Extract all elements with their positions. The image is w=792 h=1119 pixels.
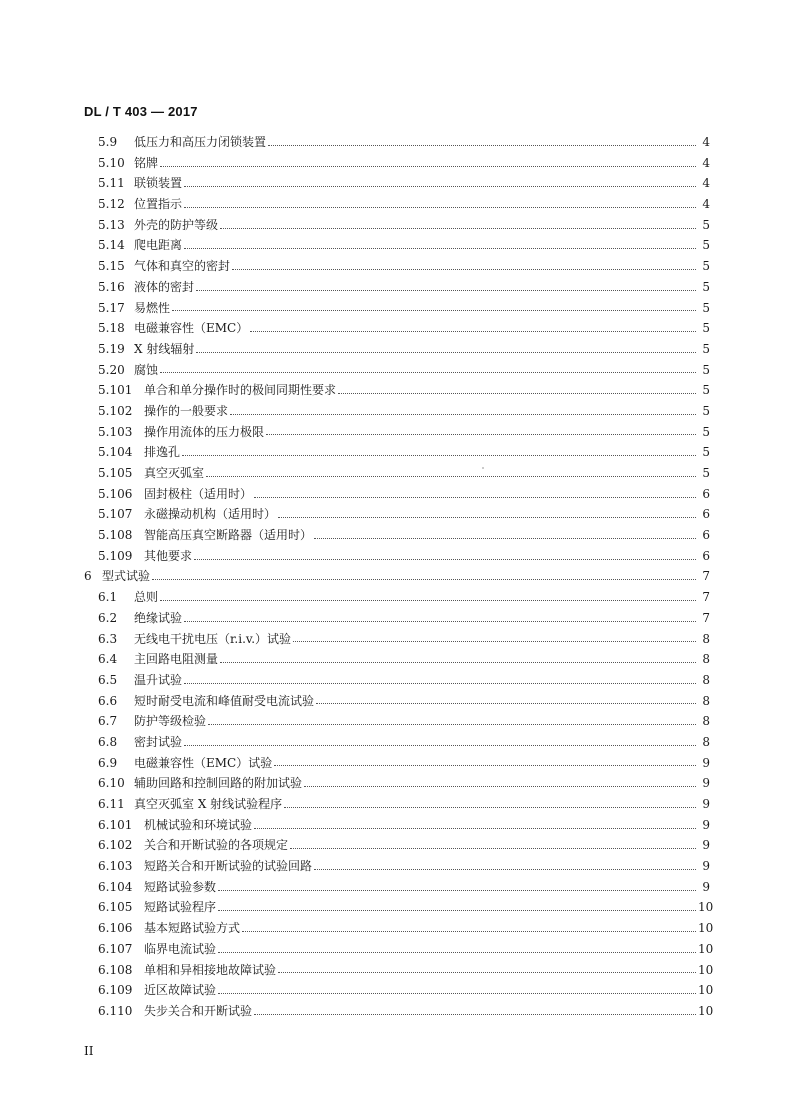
- toc-dot-leader: [230, 414, 696, 415]
- toc-entry-title: 主回路电阻测量: [134, 652, 219, 667]
- toc-entry-page: 5: [702, 238, 710, 253]
- toc-dot-leader: [278, 517, 696, 518]
- toc-entry-number: 5.104: [98, 445, 133, 460]
- toc-entry-title: 爬电距离: [134, 238, 183, 253]
- toc-dot-leader: [160, 372, 696, 373]
- toc-entry-title: 排逸孔: [144, 445, 181, 460]
- toc-entry-title: 关合和开断试验的各项规定: [144, 838, 289, 853]
- toc-entry-number: 5.103: [98, 424, 133, 439]
- toc-entry[interactable]: [84, 256, 710, 277]
- toc-entry-number: 6.102: [98, 838, 133, 853]
- toc-entry-page: 5: [702, 341, 710, 356]
- toc-entry-number: 6.106: [98, 921, 133, 936]
- toc-entry-title: 位置指示: [134, 197, 183, 212]
- toc-entry[interactable]: [84, 732, 710, 753]
- toc-entry[interactable]: [84, 153, 710, 174]
- toc-entry-title: 机械试验和环境试验: [144, 817, 253, 832]
- toc-entry-title: 单合和单分操作时的极间同期性要求: [144, 383, 337, 398]
- toc-entry[interactable]: [84, 277, 710, 298]
- toc-entry[interactable]: [84, 980, 714, 1001]
- toc-dot-leader: [304, 786, 696, 787]
- toc-entry-number: 5.102: [98, 403, 133, 418]
- toc-entry-page: 4: [702, 176, 710, 191]
- toc-entry-title: 绝缘试验: [134, 610, 183, 625]
- toc-dot-leader: [182, 455, 696, 456]
- toc-entry-number: 5.105: [98, 466, 133, 480]
- toc-entry-number: 5.106: [98, 486, 133, 501]
- toc-entry-page: 10: [698, 921, 714, 936]
- toc-entry[interactable]: [84, 318, 710, 339]
- toc-entry[interactable]: [84, 1001, 714, 1022]
- toc-dot-leader: [220, 662, 696, 663]
- toc-dot-leader: [293, 641, 696, 642]
- toc-dot-leader: [284, 807, 696, 808]
- toc-entry-title: 温升试验: [134, 672, 183, 687]
- toc-dot-leader: [268, 145, 696, 146]
- toc-entry-number: 6: [84, 569, 92, 584]
- toc-entry-number: 5.19: [98, 341, 125, 356]
- toc-entry-title: 无线电干扰电压（r.i.v.）试验: [134, 631, 292, 646]
- toc-entry-title: 临界电流试验: [144, 941, 217, 956]
- toc-entry-page: 5: [702, 279, 710, 294]
- toc-entry[interactable]: [84, 691, 710, 712]
- toc-entry-title: 总则: [134, 590, 159, 605]
- toc-entry-title: 防护等级检验: [134, 714, 207, 729]
- toc-entry-number: 5.9: [98, 135, 118, 149]
- toc-entry[interactable]: [84, 587, 710, 608]
- toc-entry-page: 7: [702, 610, 710, 625]
- toc-entry[interactable]: [84, 360, 710, 381]
- toc-entry-number: 6.107: [98, 941, 133, 956]
- toc-dot-leader: [314, 538, 696, 539]
- toc-entry[interactable]: [84, 566, 710, 587]
- toc-entry-number: 6.6: [98, 693, 118, 708]
- toc-entry[interactable]: [84, 463, 710, 484]
- toc-entry-page: 10: [698, 1003, 714, 1018]
- toc-entry[interactable]: [84, 773, 710, 794]
- toc-entry[interactable]: [84, 546, 710, 567]
- toc-entry-number: 5.18: [98, 321, 125, 336]
- toc-entry-page: 5: [702, 300, 710, 315]
- toc-dot-leader: [220, 228, 696, 229]
- toc-entry-number: 5.11: [98, 176, 125, 191]
- toc-entry-page: 6: [702, 486, 710, 501]
- toc-entry-title: 短路试验程序: [144, 900, 217, 915]
- toc-entry-number: 6.4: [98, 652, 118, 667]
- toc-entry-title: 短路关合和开断试验的试验回路: [144, 859, 313, 874]
- toc-dot-leader: [184, 683, 696, 684]
- toc-dot-leader: [172, 310, 696, 311]
- toc-entry-page: 6: [702, 548, 710, 563]
- toc-entry[interactable]: [84, 856, 710, 877]
- toc-entry-title: 联锁装置: [134, 176, 183, 191]
- toc-entry-number: 6.1: [98, 590, 118, 605]
- toc-entry-title: 辅助回路和控制回路的附加试验: [134, 776, 303, 791]
- toc-entry-page: 5: [702, 321, 710, 336]
- toc-entry-page: 4: [702, 155, 710, 170]
- toc-entry-title: 永磁操动机构（适用时）: [144, 507, 277, 522]
- toc-dot-leader: [314, 869, 696, 870]
- toc-entry[interactable]: [84, 525, 710, 546]
- toc-entry-page: 9: [702, 797, 710, 811]
- toc-dot-leader: [218, 910, 696, 911]
- toc-entry[interactable]: [84, 794, 710, 815]
- toc-dot-leader: [242, 931, 696, 932]
- toc-entry[interactable]: [84, 442, 710, 463]
- toc-entry-number: 5.16: [98, 279, 125, 294]
- toc-entry-title: 智能高压真空断路器（适用时）: [144, 528, 313, 543]
- toc-entry-title: 液体的密封: [134, 279, 195, 294]
- toc-entry-number: 6.2: [98, 610, 118, 625]
- toc-dot-leader: [194, 559, 696, 560]
- toc-entry-page: 8: [702, 734, 710, 749]
- toc-entry[interactable]: [84, 629, 710, 650]
- toc-entry-page: 4: [702, 197, 710, 212]
- toc-entry-page: 10: [698, 941, 714, 956]
- toc-entry[interactable]: [84, 960, 714, 981]
- toc-entry-page: 5: [702, 259, 710, 274]
- toc-entry[interactable]: [84, 422, 710, 443]
- toc-entry-number: 5.12: [98, 197, 125, 212]
- toc-entry-page: 4: [702, 135, 710, 149]
- toc-entry[interactable]: [84, 194, 710, 215]
- toc-entry-page: 9: [702, 859, 710, 874]
- toc-dot-leader: [208, 724, 696, 725]
- toc-entry-title: 近区故障试验: [144, 983, 217, 998]
- toc-entry-title: 失步关合和开断试验: [144, 1003, 253, 1018]
- toc-entry-number: 6.8: [98, 734, 118, 749]
- toc-entry-page: 8: [702, 693, 710, 708]
- toc-entry[interactable]: [84, 401, 710, 422]
- toc-entry-page: 5: [702, 403, 710, 418]
- toc-entry-number: 5.109: [98, 548, 133, 563]
- toc-dot-leader: [160, 600, 696, 601]
- toc-dot-leader: [206, 476, 696, 477]
- toc-entry-title: 单相和异相接地故障试验: [144, 962, 277, 977]
- toc-entry-title: 操作用流体的压力极限: [144, 424, 265, 439]
- toc-entry[interactable]: [84, 649, 710, 670]
- toc-dot-leader: [160, 166, 696, 167]
- toc-dot-leader: [184, 186, 696, 187]
- toc-entry-title: 密封试验: [134, 734, 183, 749]
- toc-entry-title: 其他要求: [144, 548, 193, 563]
- toc-entry[interactable]: [84, 877, 710, 898]
- page-number-roman: II: [84, 1044, 94, 1058]
- toc-entry-page: 5: [702, 424, 710, 439]
- toc-dot-leader: [266, 434, 696, 435]
- toc-entry-number: 6.9: [98, 755, 118, 770]
- toc-dot-leader: [274, 765, 696, 766]
- toc-entry-page: 10: [698, 900, 714, 915]
- toc-entry-title: 外壳的防护等级: [134, 217, 219, 232]
- toc-entry-page: 9: [702, 879, 710, 894]
- toc-entry[interactable]: [84, 339, 710, 360]
- toc-entry-number: 6.109: [98, 983, 133, 998]
- toc-entry-title: 易燃性: [134, 300, 171, 315]
- toc-entry[interactable]: [84, 504, 710, 525]
- toc-entry-number: 5.20: [98, 362, 125, 377]
- toc-dot-leader: [338, 393, 696, 394]
- toc-entry-number: 6.10: [98, 776, 125, 791]
- toc-entry-number: 5.17: [98, 300, 125, 315]
- toc-entry-number: 5.15: [98, 259, 125, 274]
- toc-entry-number: 5.101: [98, 383, 133, 398]
- toc-entry-title: 短路试验参数: [144, 879, 217, 894]
- toc-entry-number: 6.104: [98, 879, 133, 894]
- toc-entry-page: 5: [702, 445, 710, 460]
- toc-entry-page: 5: [702, 362, 710, 377]
- toc-entry-page: 8: [702, 672, 710, 687]
- toc-entry-number: 6.3: [98, 631, 118, 646]
- toc-entry-page: 8: [702, 631, 710, 646]
- toc-entry-title: 真空灭弧室 X 射线试验程序: [134, 797, 283, 811]
- toc-entry[interactable]: [84, 132, 710, 153]
- toc-entry[interactable]: [84, 918, 714, 939]
- toc-entry-title: 铭牌: [134, 155, 159, 170]
- toc-entry[interactable]: [84, 897, 714, 918]
- toc-entry-number: 6.105: [98, 900, 133, 915]
- toc-entry-page: 9: [702, 755, 710, 770]
- toc-entry[interactable]: [84, 215, 710, 236]
- toc-entry[interactable]: [84, 484, 710, 505]
- toc-dot-leader: [184, 745, 696, 746]
- toc-entry-number: 5.13: [98, 217, 125, 232]
- toc-entry-page: 10: [698, 962, 714, 977]
- toc-entry-page: 5: [702, 466, 710, 480]
- toc-entry-page: 7: [702, 590, 710, 605]
- toc-entry-page: 6: [702, 507, 710, 522]
- toc-entry-title: 短时耐受电流和峰值耐受电流试验: [134, 693, 315, 708]
- toc-dot-leader: [218, 952, 696, 953]
- toc-entry-number: 6.101: [98, 817, 133, 832]
- toc-dot-leader: [184, 207, 696, 208]
- toc-entry-number: 6.11: [98, 797, 125, 811]
- toc-dot-leader: [232, 269, 696, 270]
- toc-entry[interactable]: [84, 235, 710, 256]
- toc-entry-number: 5.10: [98, 155, 125, 170]
- scan-speck: [482, 467, 484, 469]
- toc-entry-page: 5: [702, 217, 710, 232]
- toc-entry[interactable]: [84, 380, 710, 401]
- table-of-contents: [84, 132, 714, 1022]
- toc-entry-page: 8: [702, 652, 710, 667]
- toc-entry-page: 7: [702, 569, 710, 584]
- toc-entry-page: 5: [702, 383, 710, 398]
- toc-entry-title: 真空灭弧室: [144, 466, 205, 480]
- toc-entry-number: 5.108: [98, 528, 133, 543]
- toc-dot-leader: [278, 972, 696, 973]
- toc-entry-page: 10: [698, 983, 714, 998]
- page-footer: [84, 1044, 93, 1058]
- toc-entry-title: 腐蚀: [134, 362, 159, 377]
- toc-dot-leader: [218, 890, 696, 891]
- toc-dot-leader: [254, 828, 696, 829]
- toc-entry-number: 6.103: [98, 859, 133, 874]
- toc-entry-page: 9: [702, 817, 710, 832]
- toc-dot-leader: [250, 331, 696, 332]
- toc-entry[interactable]: [84, 939, 714, 960]
- toc-dot-leader: [184, 621, 696, 622]
- toc-entry-title: 电磁兼容性（EMC）试验: [134, 755, 273, 770]
- toc-entry-title: 操作的一般要求: [144, 403, 229, 418]
- toc-dot-leader: [290, 848, 696, 849]
- toc-entry-number: 6.108: [98, 962, 133, 977]
- toc-entry-title: X 射线辐射: [134, 341, 195, 356]
- toc-entry[interactable]: [84, 298, 710, 319]
- toc-entry[interactable]: [84, 711, 710, 732]
- toc-entry-title: 气体和真空的密封: [134, 259, 231, 274]
- toc-entry[interactable]: [84, 608, 710, 629]
- toc-dot-leader: [152, 579, 696, 580]
- toc-entry-title: 电磁兼容性（EMC）: [134, 321, 249, 336]
- toc-entry[interactable]: [84, 835, 710, 856]
- toc-dot-leader: [196, 290, 696, 291]
- toc-entry-title: 基本短路试验方式: [144, 921, 241, 936]
- toc-dot-leader: [218, 993, 696, 994]
- toc-entry-number: 5.107: [98, 507, 133, 522]
- toc-entry-title: 固封极柱（适用时）: [144, 486, 253, 501]
- toc-entry-number: 6.7: [98, 714, 118, 729]
- standard-code: DL / T 403 — 2017: [84, 104, 198, 119]
- toc-entry[interactable]: [84, 753, 710, 774]
- toc-entry[interactable]: [84, 173, 710, 194]
- toc-dot-leader: [196, 352, 696, 353]
- toc-entry[interactable]: [84, 815, 710, 836]
- toc-entry-number: 6.110: [98, 1003, 133, 1018]
- document-code-header: [84, 104, 198, 119]
- toc-entry-page: 8: [702, 714, 710, 729]
- toc-entry-page: 9: [702, 838, 710, 853]
- toc-dot-leader: [184, 248, 696, 249]
- toc-entry-title: 型式试验: [102, 569, 151, 584]
- toc-entry-number: 6.5: [98, 672, 118, 687]
- toc-entry-page: 9: [702, 776, 710, 791]
- toc-entry-page: 6: [702, 528, 710, 543]
- toc-entry-title: 低压力和高压力闭锁装置: [134, 135, 267, 149]
- toc-dot-leader: [316, 703, 696, 704]
- toc-entry[interactable]: [84, 670, 710, 691]
- toc-dot-leader: [254, 1014, 696, 1015]
- toc-entry-number: 5.14: [98, 238, 125, 253]
- toc-dot-leader: [254, 497, 696, 498]
